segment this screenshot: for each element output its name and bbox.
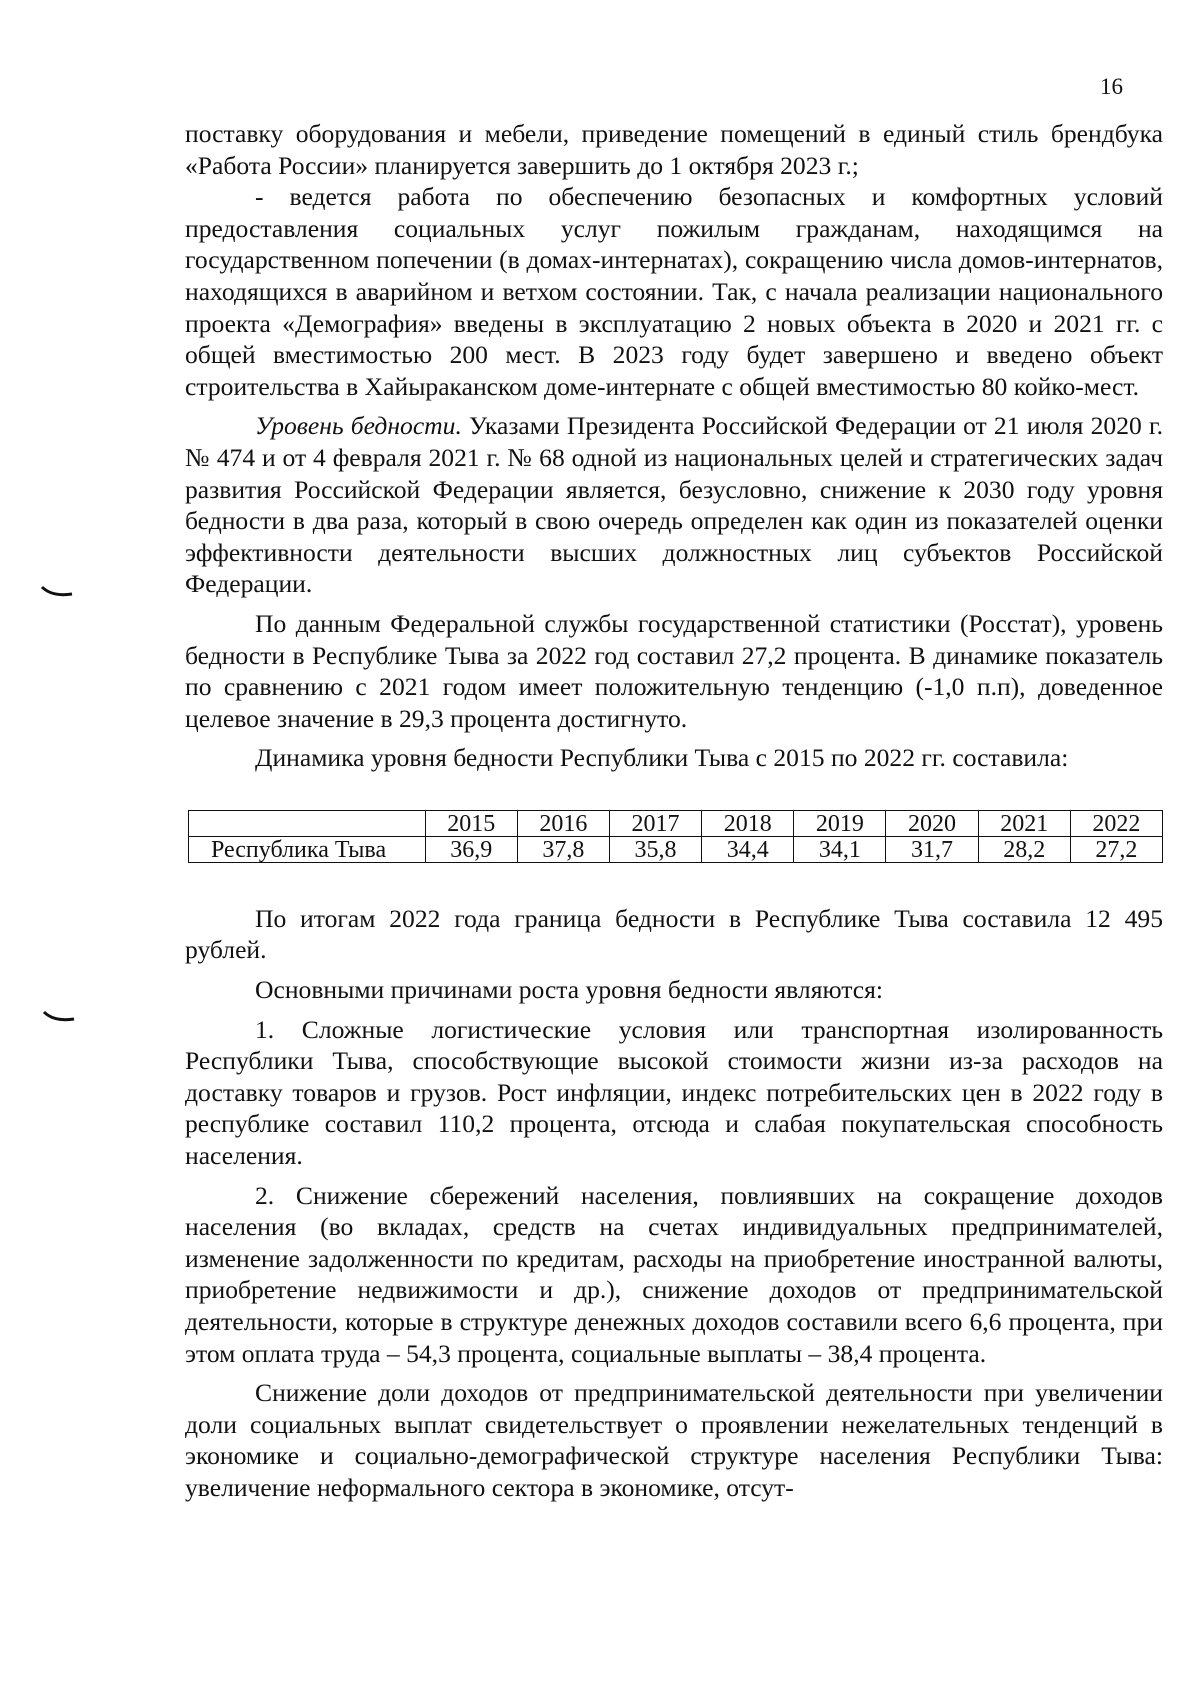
table-header-year: 2018 — [702, 810, 794, 836]
table-cell: 28,2 — [978, 836, 1070, 862]
document-body — [185, 118, 1163, 1504]
table-cell: 35,8 — [609, 836, 701, 862]
page-number: 16 — [1100, 74, 1123, 99]
table-header-blank — [189, 810, 426, 836]
table-header-year: 2021 — [978, 810, 1070, 836]
paragraph: 2. Снижение сбережений населения, повлиявших на сокращение доходов населения (во вкладах, средств на счетах индивидуальных предпринимателей, изменение задолженности по кредитам, расходы на приобретение иностранной валюты, приобретение недвижимости и др.), снижение доходов от предпринимательской деятельности, которые в структуре денежных доходов составили всего 6,6 процента, при этом оплата труда – 54,3 процента, социальные выплаты – 38,4 процента. — [185, 1180, 1163, 1368]
table-header-year: 2022 — [1070, 810, 1162, 836]
table-cell: 27,2 — [1070, 836, 1162, 862]
margin-mark-icon — [42, 1010, 76, 1024]
table-header-year: 2019 — [794, 810, 886, 836]
paragraph-text: Указами Президента Российской Федерации от 21 июля 2020 г. № 474 и от 4 февраля 2021 г. № 68 одной из национальных целей и стратегических задач развития Российской Федерации является, безусловно, снижение к 2030 году уровня бедности в два раза, который в свою очередь определен как один из показателей оценки эффективности деятельности высших должностных лиц субъектов Российской Федерации. — [185, 411, 1163, 599]
paragraph: По данным Федеральной службы государственной статистики (Росстат), уровень бедности в Республике Тыва за 2022 год составил 27,2 процента. В динамике показатель по сравнению с 2021 годом имеет положительную тенденцию (-1,0 п.п), доведенное целевое значение в 29,3 процента достигнуто. — [185, 608, 1163, 733]
table-cell: 36,9 — [425, 836, 517, 862]
paragraph: Основными причинами роста уровня бедности являются: — [255, 975, 883, 1005]
table-cell: 34,4 — [702, 836, 794, 862]
paragraph: Динамика уровня бедности Республики Тыва с 2015 по 2022 гг. составила: — [255, 743, 1069, 773]
paragraph: - ведется работа по обеспечению безопасных и комфортных условий предоставления социальных услуг пожилым гражданам, находящимся на государственном попечении (в домах-интернатах), сокращению числа домов-интернатов, находящихся в аварийном и ветхом состоянии. Так, с начала реализации национального проекта «Демография» введены в эксплуатацию 2 новых объекта в 2020 и 2021 гг. с общей вместимостью 200 мест. В 2023 году будет завершено и введено объект строительства в Хайыраканском доме-интернате с общей вместимостью 80 койко-мест. — [185, 182, 1163, 401]
paragraph — [185, 410, 1163, 600]
table-cell: 37,8 — [517, 836, 609, 862]
section-lead: Уровень бедности. — [255, 411, 462, 441]
table-header-row — [189, 810, 1163, 836]
poverty-table — [188, 810, 1163, 863]
margin-mark-icon — [40, 585, 74, 599]
table-header-year: 2015 — [425, 810, 517, 836]
table-header-year: 2020 — [886, 810, 978, 836]
table-row-label: Республика Тыва — [189, 836, 426, 862]
paragraph: поставку оборудования и мебели, приведение помещений в единый стиль брендбука «Работа России» планируется завершить до 1 октября 2023 г.; — [185, 119, 1163, 180]
paragraph: 1. Сложные логистические условия или транспортная изолированность Республики Тыва, способствующие высокой стоимости жизни из-за расходов на доставку товаров и грузов. Рост инфляции, индекс потребительских цен в 2022 году в республике составил 110,2 процента, отсюда и слабая покупательская способность населения. — [185, 1014, 1163, 1171]
table-cell: 34,1 — [794, 836, 886, 862]
table-header-year: 2017 — [609, 810, 701, 836]
table-row — [189, 836, 1163, 862]
paragraph: Снижение доли доходов от предпринимательской деятельности при увеличении доли социальных выплат свидетельствует о проявлении нежелательных тенденций в экономике и социально-демографической структуре населения Республики Тыва: увеличение неформального сектора в экономике, отсут- — [185, 1378, 1163, 1502]
paragraph: По итогам 2022 года граница бедности в Республике Тыва составила 12 495 рублей. — [185, 903, 1163, 965]
table-cell: 31,7 — [886, 836, 978, 862]
table-header-year: 2016 — [517, 810, 609, 836]
